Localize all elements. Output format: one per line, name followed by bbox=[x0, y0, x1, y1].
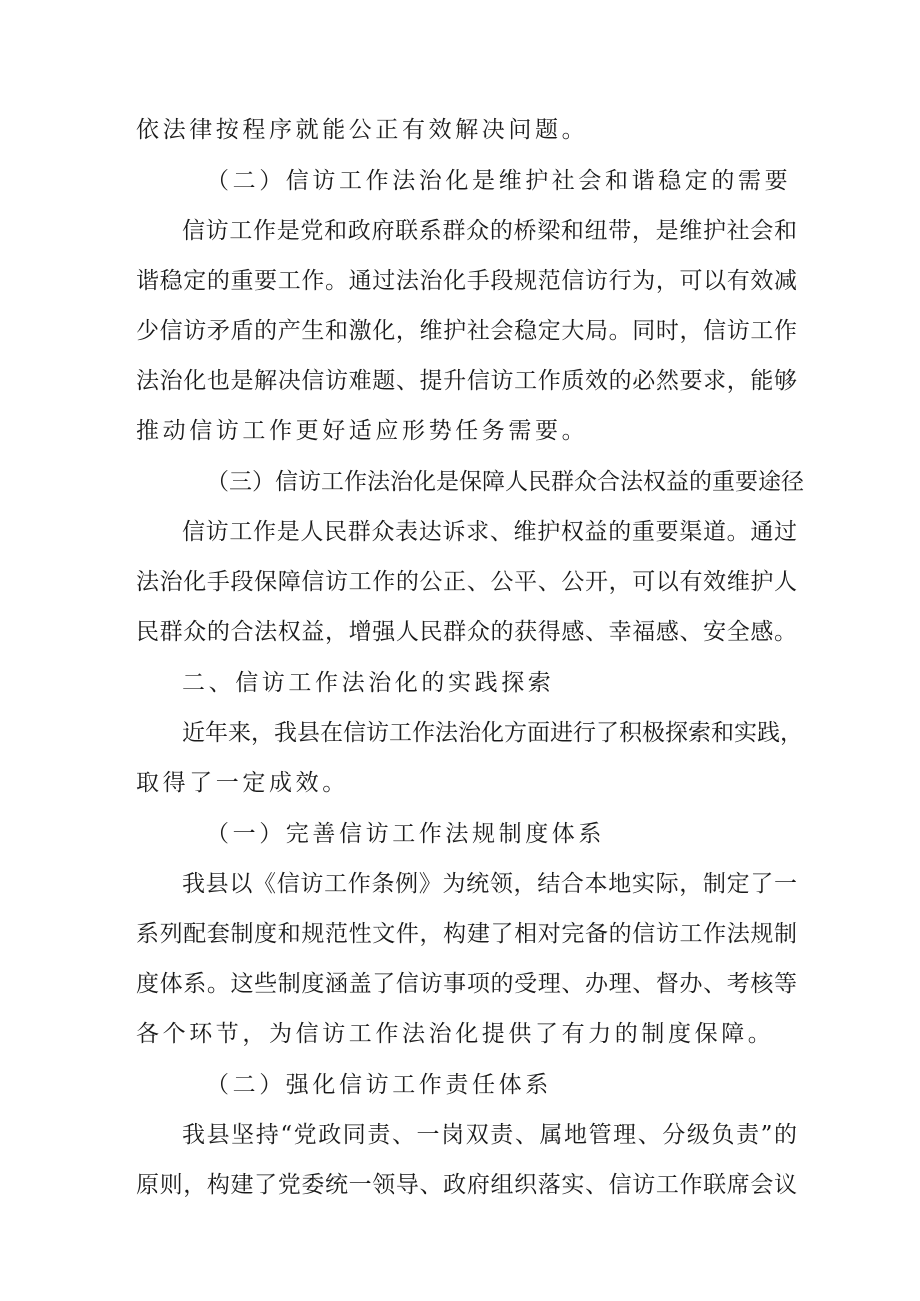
body-line-16-text: 我县以《信访工作条例》为统领，结合本地实际，制定了一 bbox=[182, 871, 797, 897]
body-line-22 bbox=[136, 1169, 797, 1201]
body-line-1: 依法律按程序就能公正有效解决问题。 bbox=[136, 117, 589, 143]
body-line-13-text: 近年来，我县在信访工作法治化方面进行了积极探索和实践， bbox=[182, 720, 803, 746]
body-line-9 bbox=[182, 516, 797, 548]
section-heading-3-text: （三）信访工作法治化是保障人民群众合法权益的重要途径 bbox=[206, 469, 804, 495]
body-line-4-text: 谐稳定的重要工作。通过法治化手段规范信访行为，可以有效减 bbox=[136, 268, 797, 294]
body-line-5 bbox=[136, 315, 797, 347]
body-line-18-text: 度体系。这些制度涵盖了信访事项的受理、办理、督办、考核等 bbox=[136, 971, 797, 997]
body-line-17 bbox=[136, 918, 797, 950]
body-line-19: 各个环节，为信访工作法治化提供了有力的制度保障。 bbox=[136, 1021, 775, 1047]
body-line-3 bbox=[182, 215, 797, 247]
body-line-14: 取得了一定成效。 bbox=[136, 770, 349, 796]
body-line-7: 推动信访工作更好适应形势任务需要。 bbox=[136, 418, 589, 444]
body-line-17-text: 系列配套制度和规范性文件，构建了相对完备的信访工作法规制 bbox=[136, 921, 797, 947]
body-line-21 bbox=[182, 1119, 797, 1151]
body-line-6 bbox=[136, 365, 797, 397]
body-line-9-text: 信访工作是人民群众表达诉求、维护权益的重要渠道。通过 bbox=[182, 519, 797, 545]
body-line-11 bbox=[136, 616, 797, 648]
body-line-13 bbox=[182, 717, 803, 749]
body-line-16 bbox=[182, 868, 797, 900]
section-heading-3 bbox=[206, 466, 804, 498]
body-line-3-text: 信访工作是党和政府联系群众的桥梁和纽带，是维护社会和 bbox=[182, 218, 797, 244]
chapter-heading-2: 二、信访工作法治化的实践探索 bbox=[182, 670, 555, 696]
body-line-22-text: 原则，构建了党委统一领导、政府组织落实、信访工作联席会议 bbox=[136, 1172, 797, 1198]
section-heading-2: （二）信访工作法治化是维护社会和谐稳定的需要 bbox=[206, 168, 792, 194]
body-line-11-text: 民群众的合法权益，增强人民群众的获得感、幸福感、安全感。 bbox=[136, 619, 797, 645]
body-line-5-text: 少信访矛盾的产生和激化，维护社会稳定大局。同时，信访工作 bbox=[136, 318, 797, 344]
body-line-6-text: 法治化也是解决信访难题、提升信访工作质效的必然要求，能够 bbox=[136, 368, 797, 394]
body-line-21-text: 我县坚持“党政同责、一岗双责、属地管理、分级负责”的 bbox=[182, 1122, 797, 1148]
section-heading-2b: （二）强化信访工作责任体系 bbox=[206, 1072, 552, 1098]
body-line-4 bbox=[136, 265, 797, 297]
body-line-10 bbox=[136, 566, 797, 598]
section-heading-1: （一）完善信访工作法规制度体系 bbox=[206, 821, 605, 847]
body-line-18 bbox=[136, 968, 797, 1000]
body-line-10-text: 法治化手段保障信访工作的公正、公平、公开，可以有效维护人 bbox=[136, 569, 797, 595]
